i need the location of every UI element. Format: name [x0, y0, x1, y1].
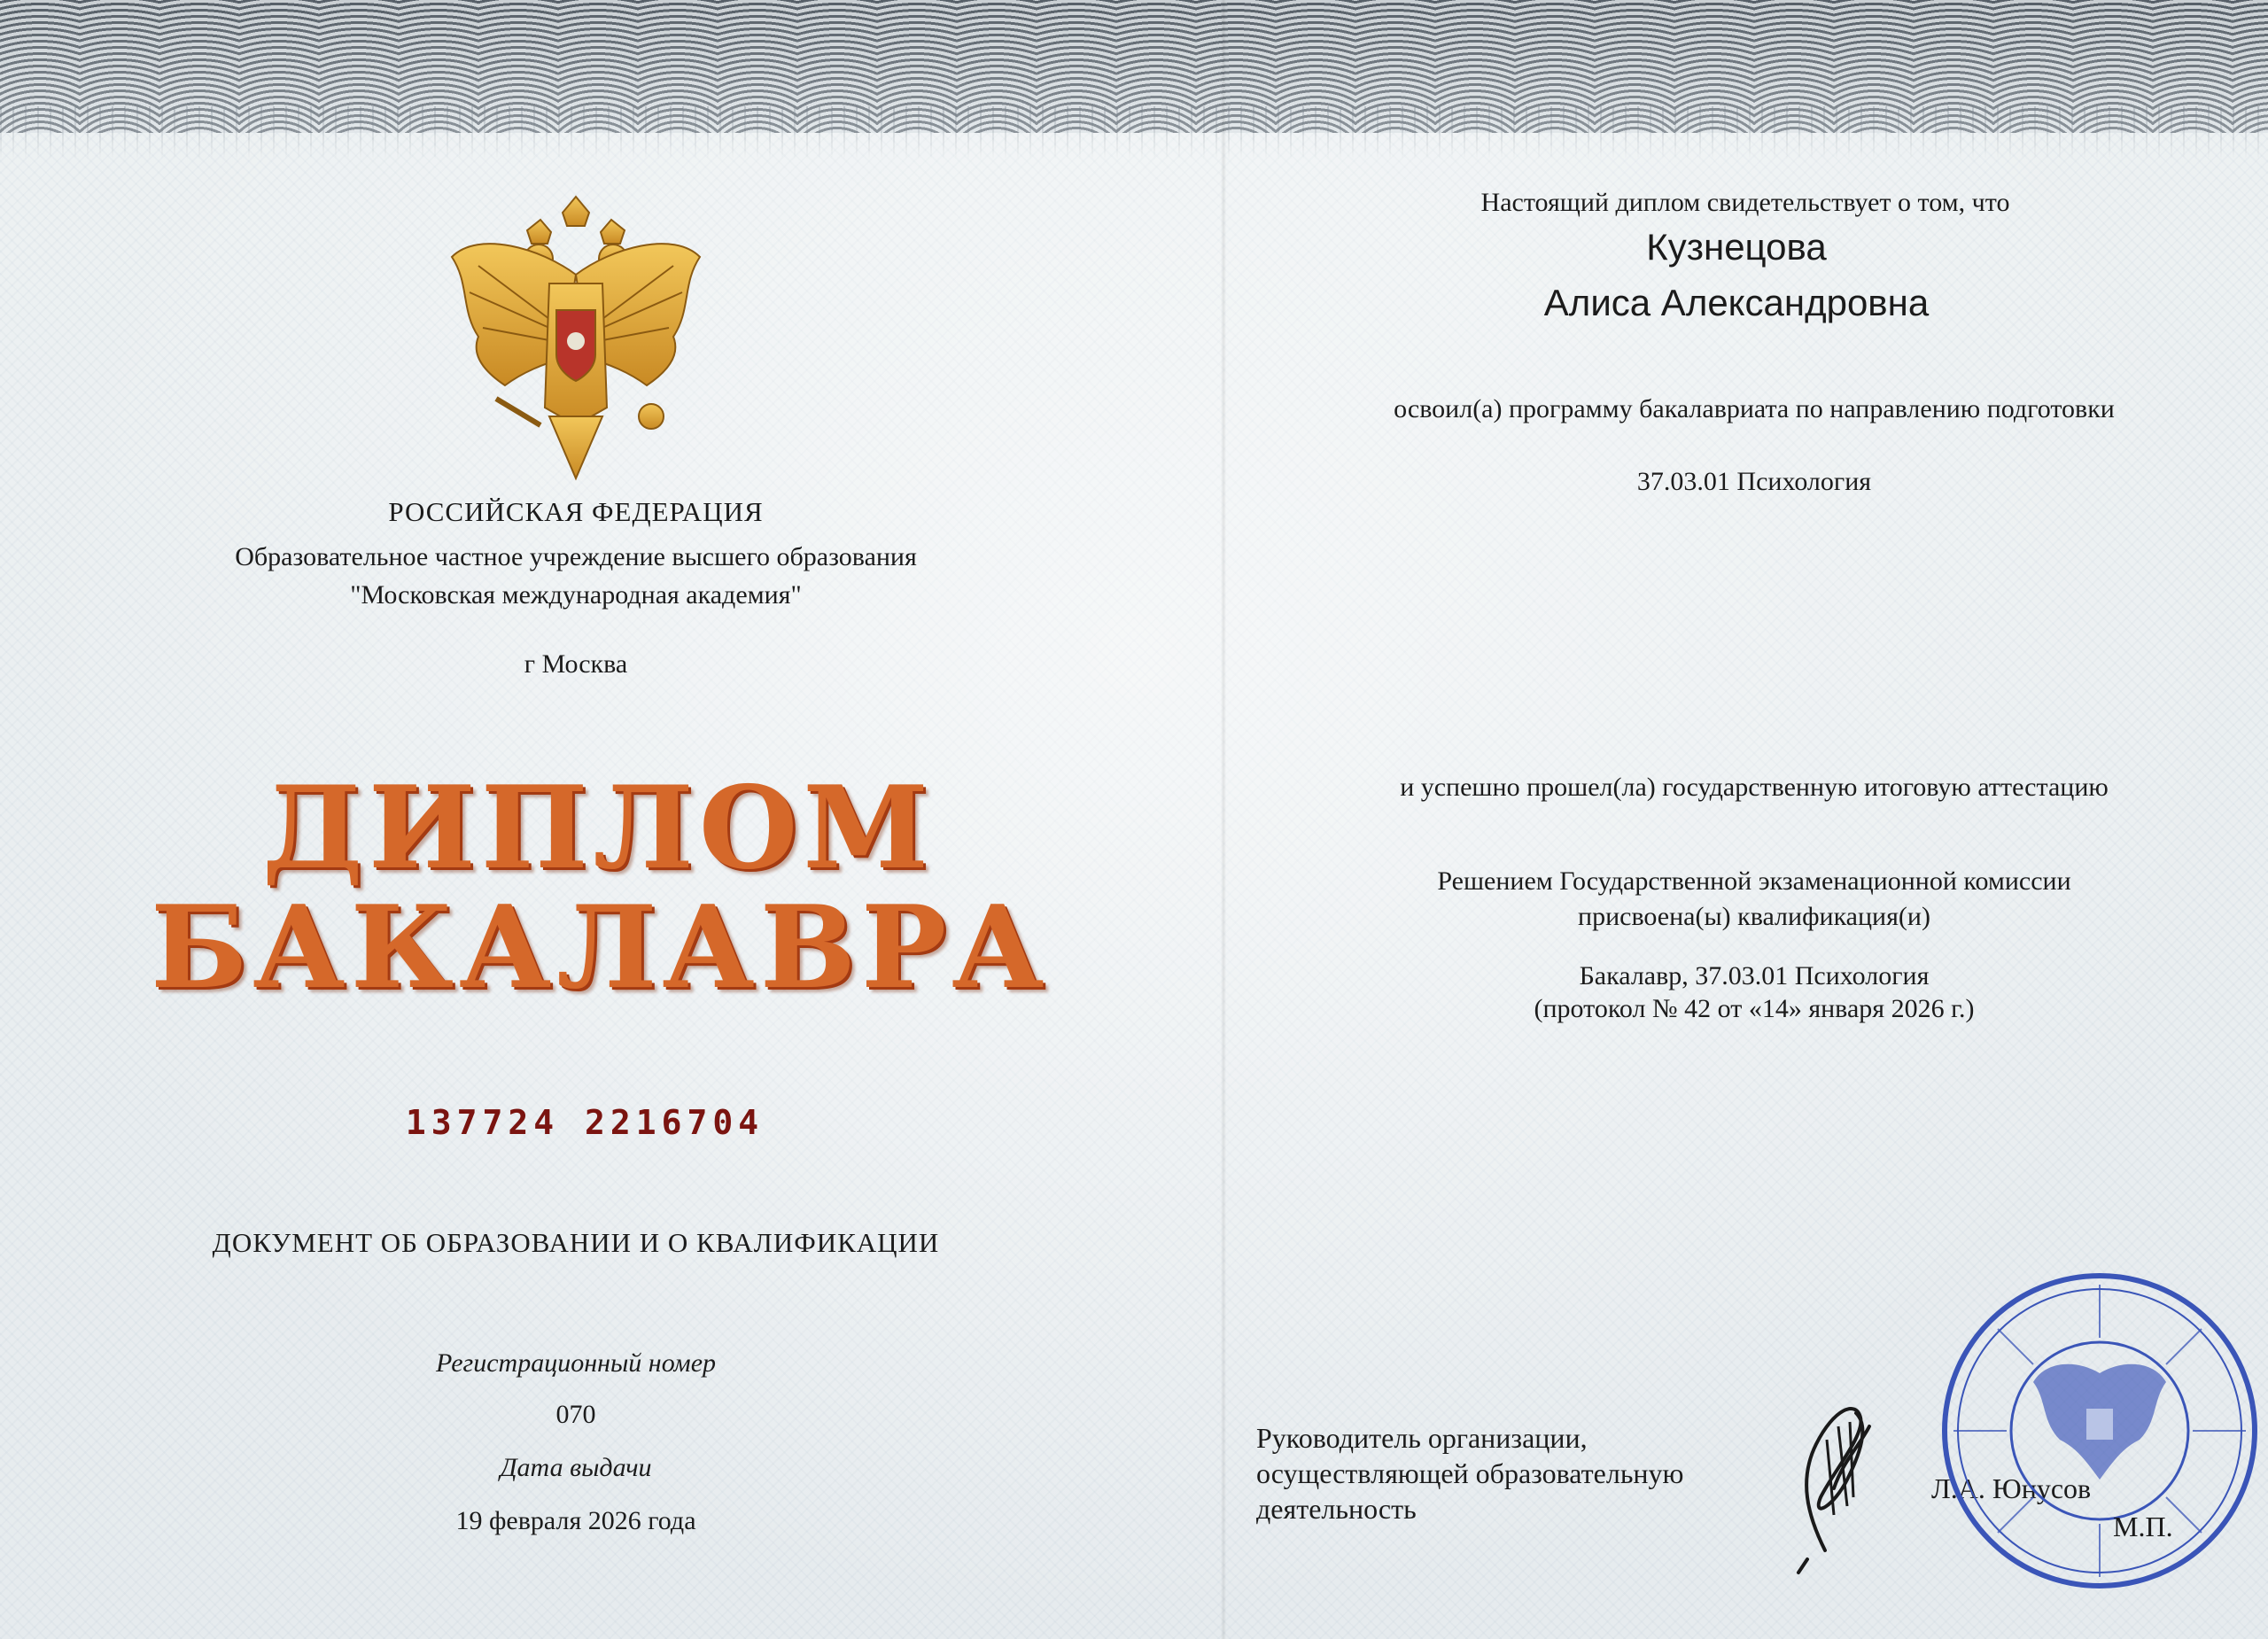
page-fold — [1221, 0, 1226, 1639]
institution-line-1: Образовательное частное учреждение высшего образования — [235, 542, 917, 571]
russian-coat-of-arms-icon — [443, 195, 709, 487]
program: 37.03.01 Психология — [1636, 467, 1872, 496]
qualification: Бакалавр, 37.03.01 Психология — [1579, 961, 1930, 990]
serial-number: 137724 2216704 — [405, 1103, 765, 1142]
program-text: освоил(а) программу бакалавриата по направлению подготовки — [1394, 394, 2115, 423]
commission-line-1: Решением Государственной экзаменационной комиссии — [1437, 866, 2071, 896]
attestation-text: и успешно прошел(ла) государственную итоговую аттестацию — [1400, 773, 2109, 802]
issue-date: 19 февраля 2026 года — [455, 1506, 696, 1535]
guilloche-band-edge — [0, 106, 2268, 159]
protocol: (протокол № 42 от «14» января 2026 г.) — [1534, 994, 1975, 1023]
intro-text: Настоящий диплом свидетельствует о том, что — [1480, 188, 2010, 217]
city: г Москва — [524, 649, 628, 679]
handwritten-signature-icon — [1772, 1373, 1896, 1577]
issue-date-label: Дата выдачи — [500, 1453, 652, 1482]
graduate-given-names: Алиса Александровна — [1543, 282, 1930, 323]
round-seal-icon — [1936, 1267, 2264, 1595]
document-type: ДОКУМЕНТ ОБ ОБРАЗОВАНИИ И О КВАЛИФИКАЦИИ — [212, 1227, 940, 1258]
diploma-title-line-1: ДИПЛОМ — [262, 762, 934, 895]
diploma-title-line-2: БАКАЛАВРА — [151, 882, 1050, 1014]
commission-line-2: присвоена(ы) квалификация(и) — [1578, 902, 1930, 931]
head-title-line-1: Руководитель организации, — [1256, 1422, 1588, 1454]
head-title-line-3: деятельность — [1256, 1493, 1417, 1525]
head-name: Л.А. Юнусов — [1931, 1472, 2092, 1504]
institution-line-2: "Московская международная академия" — [350, 580, 802, 610]
graduate-surname: Кузнецова — [1646, 226, 1827, 268]
reg-number: 070 — [555, 1400, 596, 1429]
head-title-line-2: осуществляющей образовательную — [1256, 1457, 1684, 1489]
reg-number-label: Регистрационный номер — [435, 1348, 717, 1378]
stamp-mark: М.П. — [2113, 1511, 2173, 1542]
country-name: РОССИЙСКАЯ ФЕДЕРАЦИЯ — [388, 496, 764, 527]
